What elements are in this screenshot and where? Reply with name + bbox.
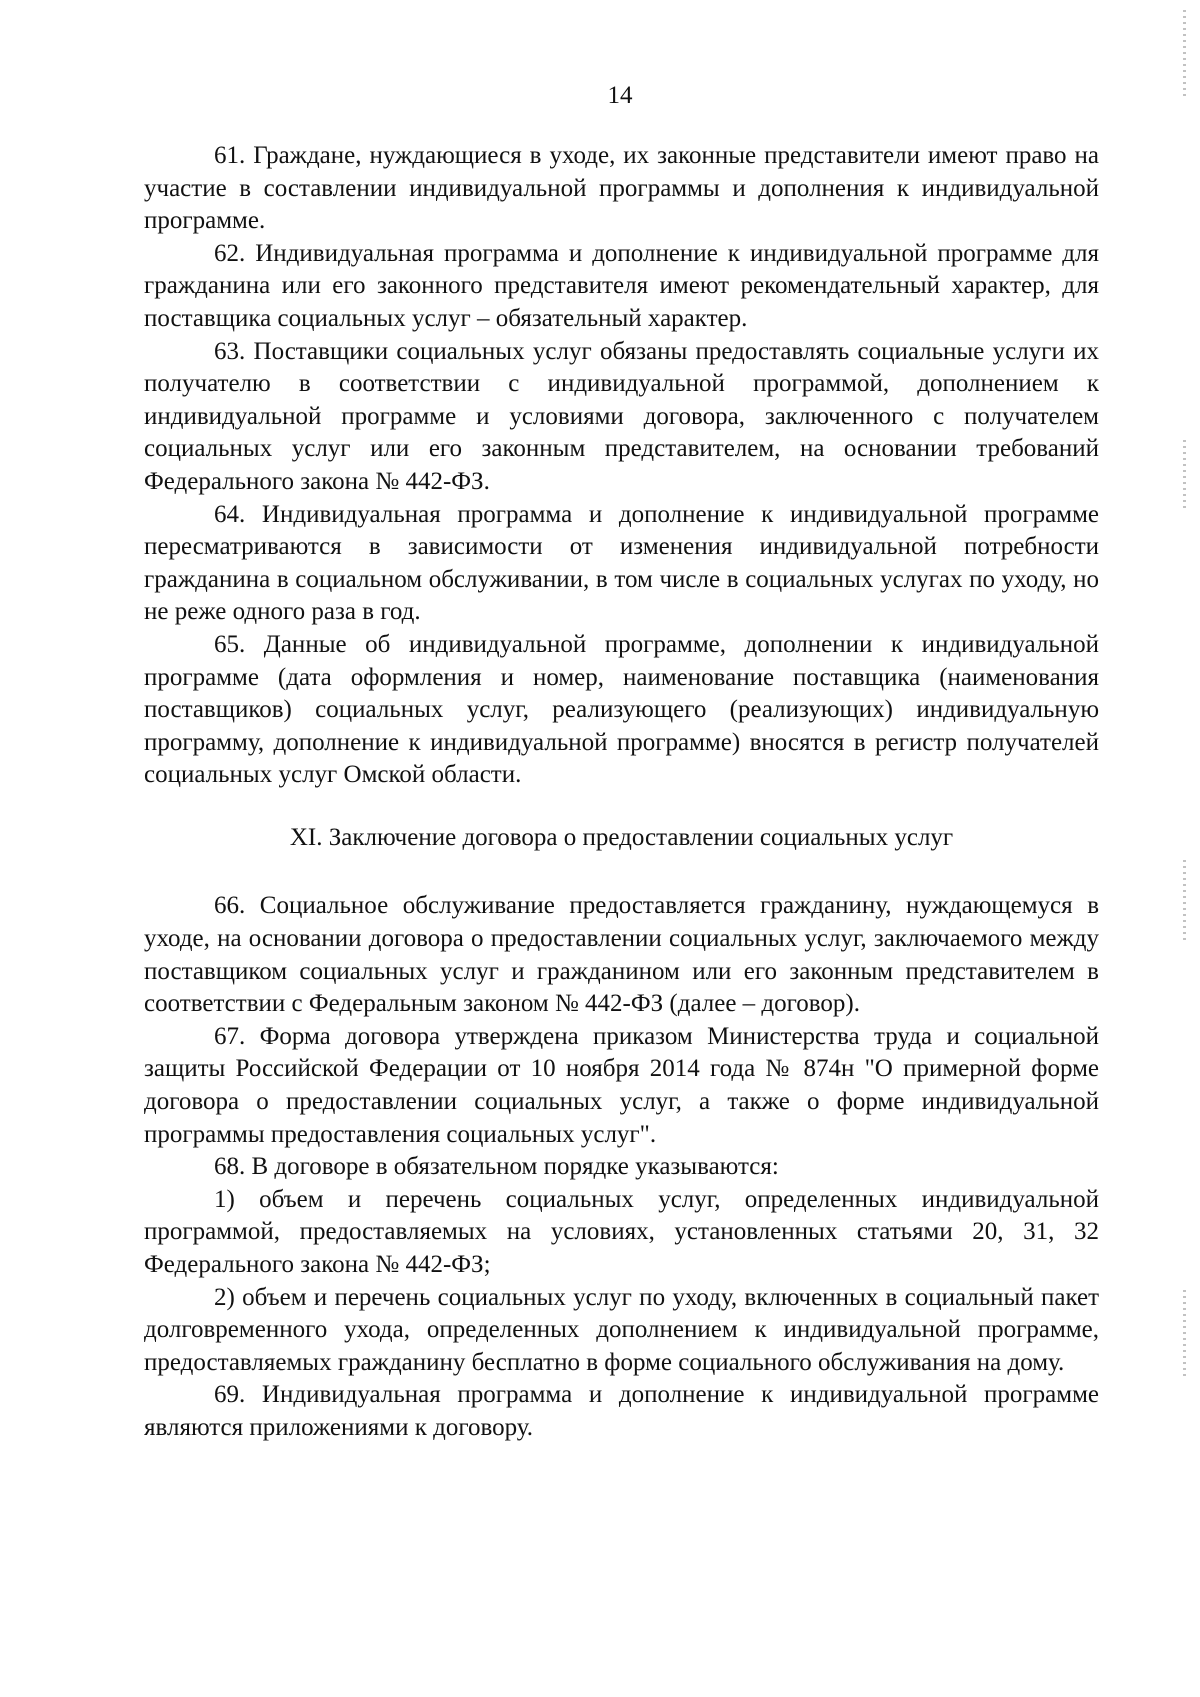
paragraph-62: 62. Индивидуальная программа и дополнение к индивидуальной программе для гражданина или его законного представителя имеют рекомендательный характер, для поставщика социальных услуг – обязательный характер.: [144, 239, 1099, 332]
paragraph-64: 64. Индивидуальная программа и дополнение к индивидуальной программе пересматриваются в зависимости от изменения индивидуальной потребности гражданина в социальном обслуживании, в том числе в социальных услугах по уходу, но не реже одного раза в год.: [144, 500, 1099, 626]
paragraph-67: 67. Форма договора утверждена приказом Министерства труда и социальной защиты Российской Федерации от 10 ноября 2014 года № 874н "О примерной форме договора о предоставлении социальных услуг, а также о форме индивидуальной программы предоставления социальных услуг".: [144, 1022, 1099, 1148]
paragraph-69: 69. Индивидуальная программа и дополнение к индивидуальной программе являются приложениями к договору.: [144, 1381, 1099, 1441]
scan-edge-mark: [1183, 10, 1186, 100]
paragraph-68-item-2: 2) объем и перечень социальных услуг по уходу, включенных в социальный пакет долговременного ухода, определенных дополнением к индивидуальной программе, предоставляемых гражданину бесплатно в форме социального обслуживания на дому.: [144, 1283, 1099, 1376]
document-body: [144, 140, 1099, 1445]
paragraph-66: 66. Социальное обслуживание предоставляется гражданину, нуждающемуся в уходе, на основании договора о предоставлении социальных услуг, заключаемого между поставщиком социальных услуг и гражданином или его законным представителем в соответствии с Федеральным законом № 442-ФЗ (далее – договор).: [144, 892, 1099, 1018]
page-number: 14: [607, 82, 633, 109]
paragraph-65: 65. Данные об индивидуальной программе, дополнении к индивидуальной программе (дата оформления и номер, наименование поставщика (наименования поставщиков) социальных услуг, реализующего (реализующих) индивидуальную программу, дополнение к индивидуальной программе) вносятся в регистр получателей социальных услуг Омской области.: [144, 630, 1099, 789]
scan-edge-mark: [1183, 440, 1186, 510]
paragraph-68-item-1: 1) объем и перечень социальных услуг, определенных индивидуальной программой, предоставляемых на условиях, установленных статьями 20, 31, 32 Федерального закона № 442-ФЗ;: [144, 1185, 1099, 1278]
scan-edge-mark: [1183, 1290, 1186, 1380]
paragraph-61: 61. Граждане, нуждающиеся в уходе, их законные представители имеют право на участие в составлении индивидуальной программы и дополнения к индивидуальной программе.: [144, 142, 1099, 235]
paragraph-68: 68. В договоре в обязательном порядке указываются:: [214, 1153, 779, 1181]
section-heading: XI. Заключение договора о предоставлении социальных услуг: [289, 823, 954, 851]
scan-edge-mark: [1183, 860, 1186, 940]
paragraph-63: 63. Поставщики социальных услуг обязаны предоставлять социальные услуги их получателю в соответствии с индивидуальной программой, дополнением к индивидуальной программе и условиями договора, заключенного с получателем социальных услуг или его законным представителем, на основании требований Федерального закона № 442-ФЗ.: [144, 337, 1099, 495]
